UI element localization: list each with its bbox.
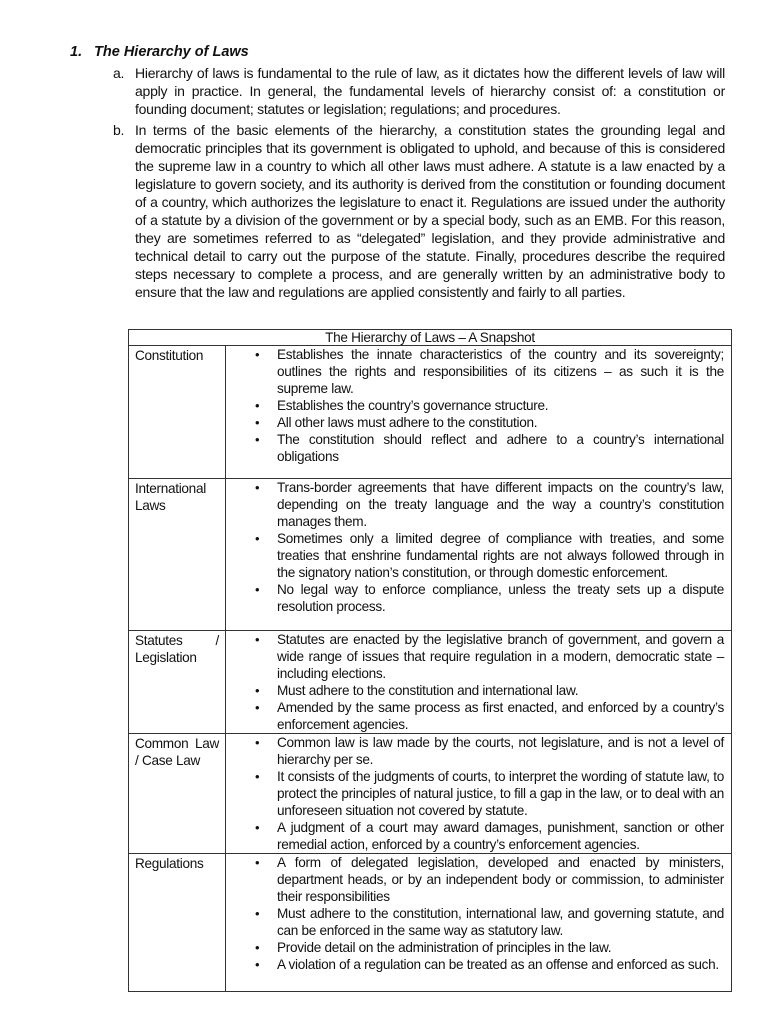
list-item	[113, 121, 725, 301]
bullet-item: • No legal way to enforce compliance, unless the treaty sets up a dispute resolution process.	[226, 581, 731, 615]
bullet-item: • Provide detail on the administration of principles in the law.	[226, 939, 731, 956]
table-row-category	[129, 479, 226, 631]
bullet-item: • Must adhere to the constitution, international law, and governing statute, and can be enforced in the same way as statutory law.	[226, 905, 731, 939]
bullet-item: • All other laws must adhere to the constitution.	[226, 414, 731, 431]
table-row-bullets	[226, 631, 732, 734]
category-label: Constitution	[135, 348, 204, 363]
hierarchy-snapshot-table	[128, 329, 732, 992]
list-item-marker: b.	[113, 122, 125, 138]
table-row-bullets	[226, 854, 732, 992]
table-row	[129, 346, 732, 479]
table-row	[129, 854, 732, 992]
category-label: Statutes / Legislation	[135, 633, 219, 665]
bullet-item: • Common law is law made by the courts, not legislature, and is not a level of hierarchy per se.	[226, 734, 731, 768]
table-row	[129, 631, 732, 734]
bullet-item: • Trans-border agreements that have different impacts on the country’s law, depending on the treaty language and the way a country’s constitution manages them.	[226, 479, 731, 530]
bullet-item: • Must adhere to the constitution and international law.	[226, 682, 731, 699]
table-row-category	[129, 734, 226, 854]
bullet-item: • A form of delegated legislation, developed and enacted by ministers, department heads, or by an independent body or commission, to administer their responsibilities	[226, 854, 731, 905]
table-row-bullets	[226, 734, 732, 854]
bullet-item: • Statutes are enacted by the legislative branch of government, and govern a wide range of issues that require regulation in a modern, democratic state – including elections.	[226, 631, 731, 682]
bullet-item: • Establishes the innate characteristics of the country and its sovereignty; outlines the rights and responsibilities of its citizens – as such it is the supreme law.	[226, 346, 731, 397]
bullet-item: • A violation of a regulation can be treated as an offense and enforced as such.	[226, 956, 731, 973]
table-row-category	[129, 346, 226, 479]
table-row-bullets	[226, 479, 732, 631]
list-item-marker: a.	[113, 65, 125, 81]
bullet-item: • Establishes the country’s governance structure.	[226, 397, 731, 414]
table-title: The Hierarchy of Laws – A Snapshot	[129, 330, 732, 346]
category-label: Regulations	[135, 856, 204, 871]
table-row-bullets	[226, 346, 732, 479]
list-item-text: Hierarchy of laws is fundamental to the rule of law, as it dictates how the different levels of law will apply in practice. In general, the fundamental levels of hierarchy consist of: a constitution or founding document; statutes or legislation; regulations; and procedures.	[135, 65, 725, 117]
section-number: 1.	[70, 44, 83, 60]
table-row-category	[129, 631, 226, 734]
bullet-item: • Sometimes only a limited degree of compliance with treaties, and some treaties that enshrine fundamental rights are not always followed through in the signatory nation’s constitution, or through domestic enforcement.	[226, 530, 731, 581]
bullet-item: • A judgment of a court may award damages, punishment, sanction or other remedial action, enforced by a country’s enforcement agencies.	[226, 819, 731, 853]
table-row-category	[129, 854, 226, 992]
category-label: International Laws	[135, 481, 206, 513]
table-row	[129, 479, 732, 631]
list-item	[113, 64, 725, 118]
bullet-item: • Amended by the same process as first enacted, and enforced by a country’s enforcement agencies.	[226, 699, 731, 733]
bullet-item: • It consists of the judgments of courts, to interpret the wording of statute law, to protect the principles of natural justice, to fill a gap in the law, or to deal with an unforeseen situation not covered by statute.	[226, 768, 731, 819]
category-label: Common Law / Case Law	[135, 736, 219, 768]
table-row	[129, 734, 732, 854]
bullet-item: • The constitution should reflect and adhere to a country’s international obligations	[226, 431, 731, 465]
section-heading	[70, 44, 249, 60]
section-title: The Hierarchy of Laws	[94, 44, 249, 60]
list-item-text: In terms of the basic elements of the hierarchy, a constitution states the grounding legal and democratic principles that its government is obligated to uphold, and because of this is considered the supreme law in a country to which all other laws must adhere. A statute is a law enacted by a legislature to govern society, and its authority is derived from the constitution or founding document of a country, which authorizes the legislature to enact it. Regulations are issued under the authority of a statute by a division of the government or by a special body, such as an EMB. For this reason, they are sometimes referred to as “delegated” legislation, and they provide administrative and technical detail to carry out the purpose of the statute. Finally, procedures describe the required steps necessary to complete a process, and are generally written by an administrative body to ensure that the law and regulations are applied consistently and fairly to all parties.	[135, 122, 725, 300]
